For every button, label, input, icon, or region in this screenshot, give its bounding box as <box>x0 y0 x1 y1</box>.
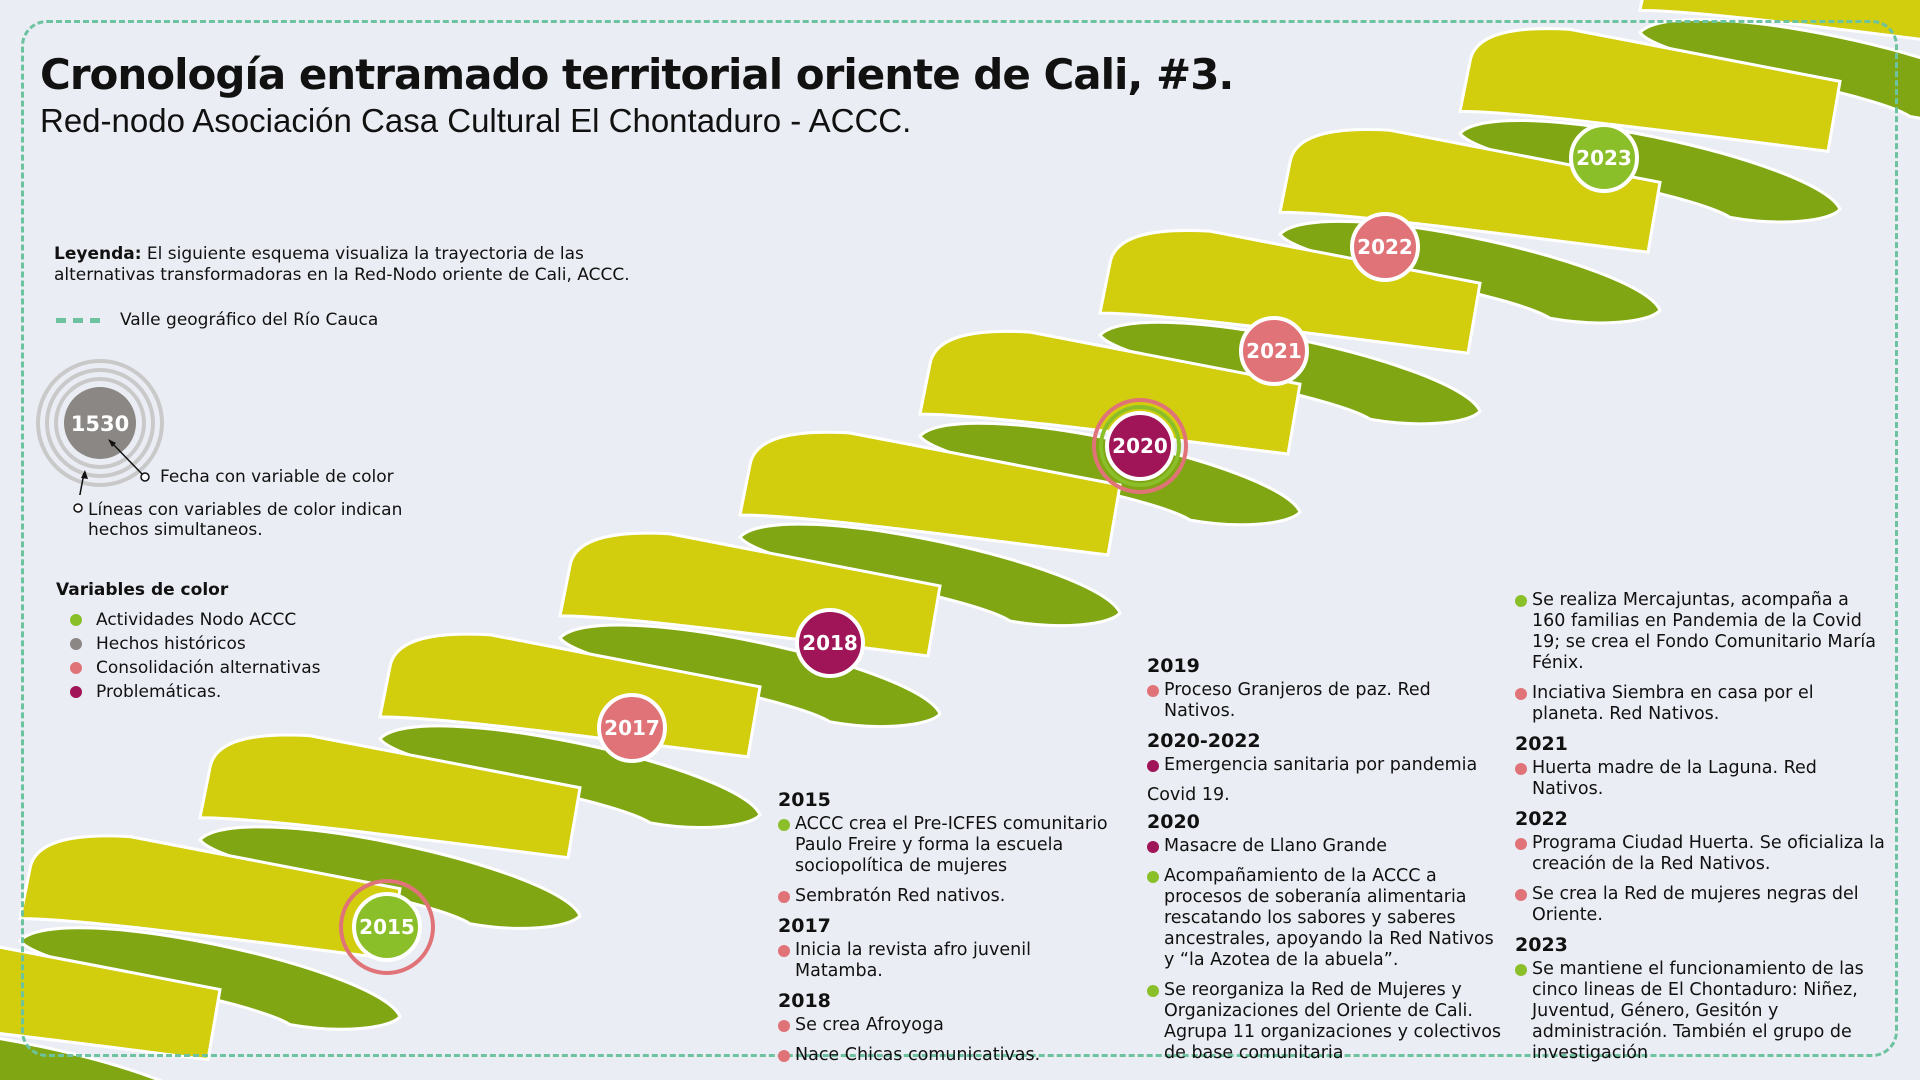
color-dot-icon <box>70 662 82 674</box>
event-text: ACCC crea el Pre-ICFES comunitario Paulo Freire y forma la escuela sociopolítica de mujeres <box>795 814 1108 876</box>
event-text: Se reorganiza la Red de Mujeres y Organizaciones del Oriente de Cali. Agrupa 11 organizaciones y colectivos de base comunitaria <box>1164 980 1502 1063</box>
event-item <box>778 1015 1118 1036</box>
fecha-legend-label: Fecha con variable de color <box>160 467 394 487</box>
event-dot-icon <box>1147 760 1159 772</box>
year-badge-2022 <box>1352 214 1418 280</box>
example-year-label: 1530 <box>70 412 130 436</box>
color-variable-item <box>70 680 320 704</box>
color-variable-item <box>70 632 320 656</box>
color-variables-heading: Variables de color <box>56 580 229 600</box>
event-year-heading: 2020-2022 <box>1147 730 1261 752</box>
event-dot-icon <box>778 945 790 957</box>
year-badge-2021 <box>1241 318 1307 384</box>
example-date-circle <box>30 355 170 495</box>
event-item <box>1515 590 1885 674</box>
year-badge-2018 <box>797 610 863 676</box>
event-dot-icon <box>1515 595 1527 607</box>
year-badge-label: 2023 <box>1576 146 1632 170</box>
event-dot-icon <box>1515 763 1527 775</box>
legend-text: El siguiente esquema visualiza la trayectoria de las alternativas transformadoras en la Red-Nodo oriente de Cali, ACCC. <box>54 244 630 285</box>
lineas-legend-label: Líneas con variables de color indican hechos simultaneos. <box>88 500 403 540</box>
year-badge-label: 2017 <box>604 716 660 740</box>
event-item <box>778 1045 1118 1066</box>
event-dot-icon <box>1515 964 1527 976</box>
legend-description <box>54 244 654 286</box>
event-text: Masacre de Llano Grande <box>1164 836 1388 856</box>
event-text: Se crea Afroyoga <box>795 1015 944 1035</box>
event-year-heading: 2020 <box>1147 811 1200 833</box>
event-text: Nace Chicas comunicativas. <box>795 1045 1041 1065</box>
color-variable-label: Problemáticas. <box>96 682 222 702</box>
event-text: Se crea la Red de mujeres negras del Oriente. <box>1532 884 1859 925</box>
event-dot-icon <box>1515 838 1527 850</box>
event-dot-icon <box>778 819 790 831</box>
event-text: Covid 19. <box>1147 785 1230 805</box>
dashed-line-icon <box>56 318 100 323</box>
events-column-3 <box>1515 590 1885 1073</box>
valle-legend <box>56 310 378 330</box>
event-text: Emergencia sanitaria por pandemia <box>1164 755 1478 775</box>
year-badge-2020 <box>1094 400 1186 492</box>
event-text: Acompañamiento de la ACCC a procesos de soberanía alimentaria rescatando los sabores y saberes ancestrales, apoyando la Red Nativos y “la Azotea de la abuela”. <box>1164 866 1494 970</box>
event-item <box>1147 755 1507 776</box>
event-dot-icon <box>778 1050 790 1062</box>
event-item <box>1515 959 1885 1064</box>
page-subtitle: Red-nodo Asociación Casa Cultural El Chontaduro - ACCC. <box>40 102 912 139</box>
event-text: Inicia la revista afro juvenil Matamba. <box>795 940 1031 981</box>
event-text: Se realiza Mercajuntas, acompaña a 160 familias en Pandemia de la Covid 19; se crea el Fondo Comunitario María Fénix. <box>1532 590 1877 673</box>
valle-label: Valle geográfico del Río Cauca <box>120 310 379 330</box>
color-dot-icon <box>70 686 82 698</box>
event-item <box>1515 683 1885 725</box>
event-dot-icon <box>778 891 790 903</box>
event-item <box>778 886 1118 907</box>
event-year-heading: 2023 <box>1515 934 1568 956</box>
event-item <box>778 814 1118 877</box>
event-item <box>1147 836 1507 857</box>
events-column-2 <box>1147 652 1507 1073</box>
event-item <box>1147 866 1507 971</box>
event-text: Programa Ciudad Huerta. Se oficializa la creación de la Red Nativos. <box>1532 833 1885 874</box>
event-year-heading: 2018 <box>778 990 831 1012</box>
event-dot-icon <box>1147 985 1159 997</box>
event-text: Huerta madre de la Laguna. Red Nativos. <box>1532 758 1817 799</box>
event-item <box>1515 884 1885 926</box>
event-text: Se mantiene el funcionamiento de las cinco lineas de El Chontaduro: Niñez, Juventud, Género, Gesitón y administración. También el grupo de investigación <box>1532 959 1864 1063</box>
color-variable-label: Actividades Nodo ACCC <box>96 610 297 630</box>
year-badge-2015 <box>341 881 433 973</box>
event-dot-icon <box>1147 685 1159 697</box>
event-text: Sembratón Red nativos. <box>795 886 1006 906</box>
color-variables-list <box>70 608 320 704</box>
year-badge-label: 2022 <box>1357 235 1413 259</box>
year-badge-label: 2021 <box>1246 339 1302 363</box>
event-item <box>1515 758 1885 800</box>
pointer-dot-icon <box>72 502 84 514</box>
event-item <box>778 940 1118 982</box>
event-item <box>1515 833 1885 875</box>
color-variable-label: Consolidación alternativas <box>96 658 321 678</box>
event-year-heading: 2022 <box>1515 808 1568 830</box>
event-dot-icon <box>1147 871 1159 883</box>
event-text: Inciativa Siembra en casa por el planeta. Red Nativos. <box>1532 683 1814 724</box>
year-badge-2017 <box>599 695 665 761</box>
event-text: Proceso Granjeros de paz. Red Nativos. <box>1164 680 1431 721</box>
event-dot-icon <box>1515 889 1527 901</box>
event-year-heading: 2015 <box>778 789 831 811</box>
events-column-1 <box>778 786 1118 1075</box>
year-badge-label: 2018 <box>802 631 858 655</box>
page-title: Cronología entramado territorial oriente de Cali, #3. <box>40 50 1234 99</box>
event-year-heading: 2019 <box>1147 655 1200 677</box>
event-year-heading: 2017 <box>778 915 831 937</box>
year-badge-label: 2020 <box>1112 434 1168 458</box>
year-badge-label: 2015 <box>359 915 415 939</box>
event-item <box>1147 785 1507 806</box>
color-variable-item <box>70 656 320 680</box>
event-year-heading: 2021 <box>1515 733 1568 755</box>
event-dot-icon <box>1147 841 1159 853</box>
event-dot-icon <box>1515 688 1527 700</box>
color-variable-item <box>70 608 320 632</box>
event-dot-icon <box>778 1020 790 1032</box>
legend-label: Leyenda: <box>54 244 142 264</box>
color-variable-label: Hechos históricos <box>96 634 246 654</box>
year-badge-2023 <box>1571 125 1637 191</box>
event-item <box>1147 680 1507 722</box>
color-dot-icon <box>70 614 82 626</box>
color-dot-icon <box>70 638 82 650</box>
event-item <box>1147 980 1507 1064</box>
